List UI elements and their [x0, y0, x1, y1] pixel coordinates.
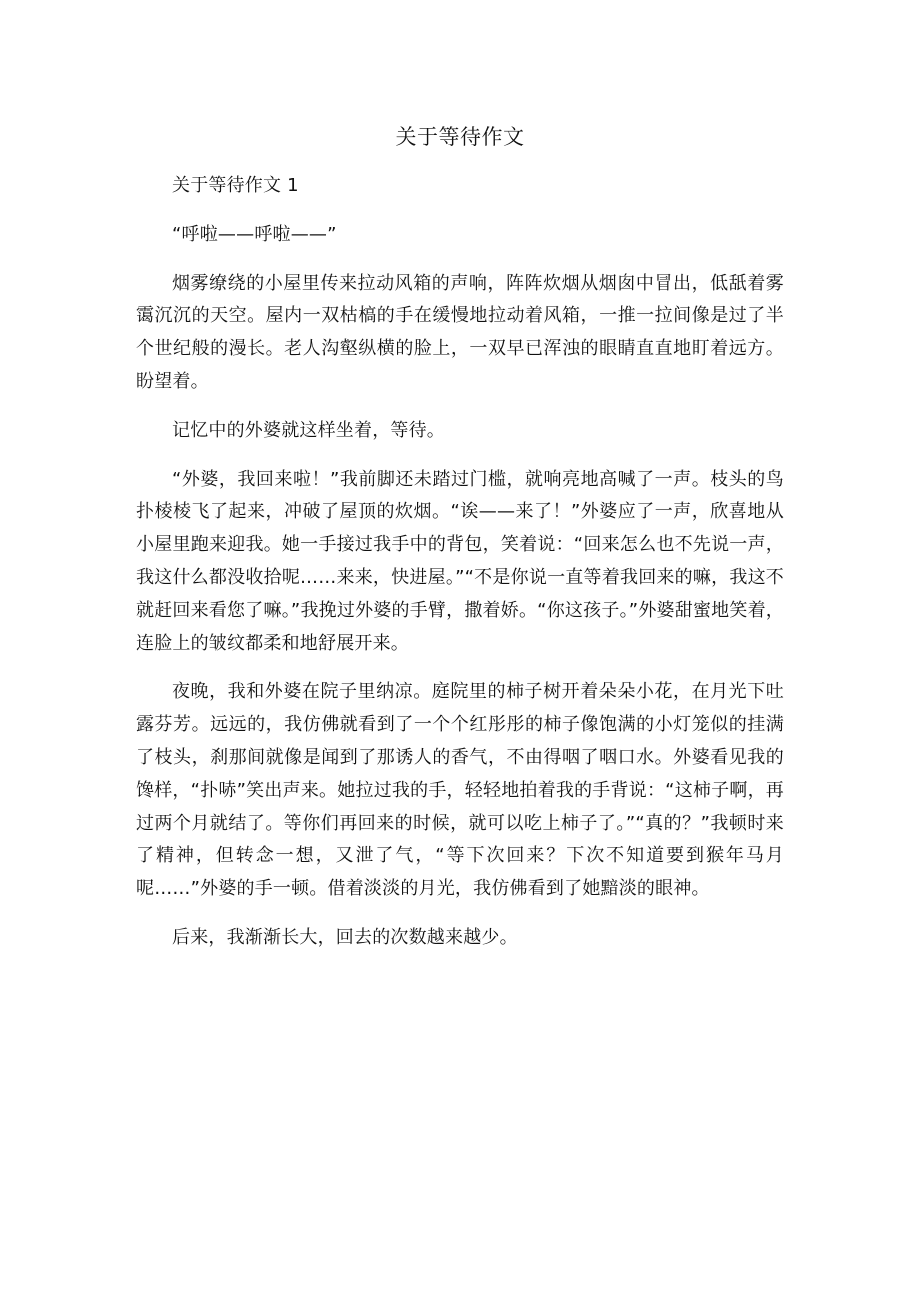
paragraph: “外婆，我回来啦！”我前脚还未踏过门槛，就响亮地高喊了一声。枝头的鸟扑棱棱飞了起来，冲破了屋顶的炊烟。“诶——来了！”外婆应了一声，欣喜地从小屋里跑来迎我。她一手接过我手中的背包，笑着说：“回来怎么也不先说一声，我这什么都没收拾呢……来来，快进屋。”“不是你说一直等着我回来的嘛，我这不就赶回来看您了嘛。”我挽过外婆的手臂，撒着娇。“你这孩子。”外婆甜蜜地笑着，连脸上的皱纹都柔和地舒展开来。	[136, 468, 784, 654]
paragraph: 烟雾缭绕的小屋里传来拉动风箱的声响，阵阵炊烟从烟囱中冒出，低舐着雾霭沉沉的天空。屋内一双枯槁的手在缓慢地拉动着风箱，一推一拉间像是过了半个世纪般的漫长。老人沟壑纵横的脸上，一双早已浑浊的眼睛直直地盯着远方。盼望着。	[136, 272, 784, 392]
document-body	[136, 170, 784, 971]
paragraph: 夜晚，我和外婆在院子里纳凉。庭院里的柿子树开着朵朵小花，在月光下吐露芬芳。远远的，我仿佛就看到了一个个红彤彤的柿子像饱满的小灯笼似的挂满了枝头，刹那间就像是闻到了那诱人的香气，不由得咽了咽口水。外婆看见我的馋样，“扑哧”笑出声来。她拉过我的手，轻轻地拍着我的手背说：“这柿子啊，再过两个月就结了。等你们再回来的时候，就可以吃上柿子了。”“真的？”我顿时来了精神，但转念一想，又泄了气，“等下次回来？下次不知道要到猴年马月呢……”外婆的手一顿。借着淡淡的月光，我仿佛看到了她黯淡的眼神。	[136, 681, 784, 900]
paragraph: 后来，我渐渐长大，回去的次数越来越少。	[172, 926, 518, 948]
section-subtitle: 关于等待作文 1	[172, 175, 299, 196]
paragraph: 记忆中的外婆就这样坐着，等待。	[172, 419, 445, 441]
document-title: 关于等待作文	[395, 125, 525, 149]
paragraph: “呼啦——呼啦——”	[172, 223, 337, 245]
